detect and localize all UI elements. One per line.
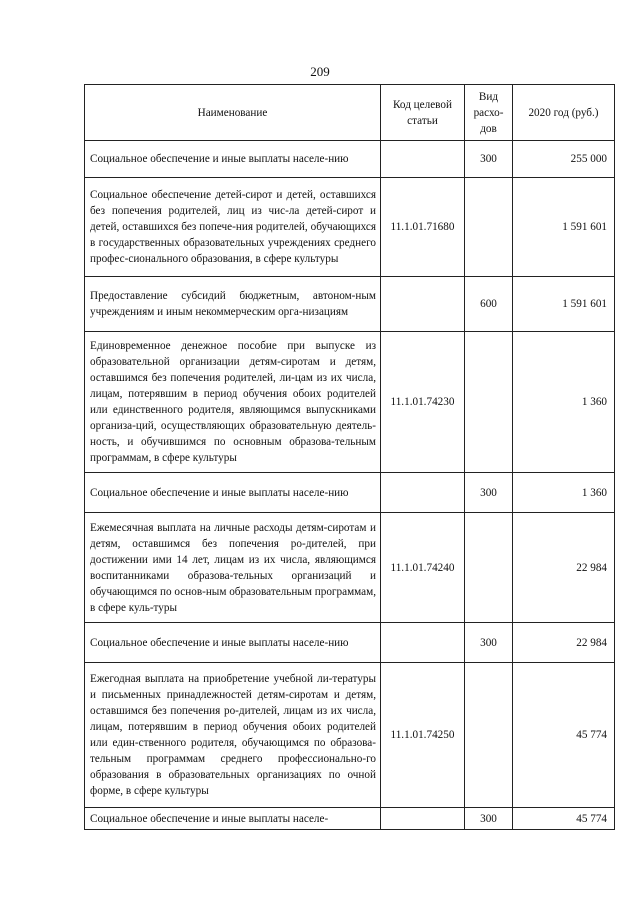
table-row [85,141,615,178]
cell-kind [465,332,513,473]
cell-amount: 45 774 [513,808,615,830]
table-row [85,623,615,663]
cell-kind [465,178,513,277]
cell-kind: 600 [465,277,513,332]
budget-table [84,84,615,830]
header-name: Наименование [85,85,381,141]
cell-code [381,623,465,663]
cell-amount: 22 984 [513,513,615,623]
cell-amount: 1 591 601 [513,277,615,332]
cell-kind: 300 [465,808,513,830]
table-row [85,513,615,623]
cell-amount: 45 774 [513,663,615,808]
cell-code: 11.1.01.71680 [381,178,465,277]
table-row [85,277,615,332]
cell-name: Единовременное денежное пособие при выпуске из образовательной организации детям-сиротам и детям, оставшимся без попечения родителей, ли-цам из их числа, лицам, потерявшим в период обучения обоих родителей или единственного родителя, являющимся выпускниками организа-ций, осуществляющих образовательную деятель-ность, и обучившимся по основным образова-тельным программам, в сфере культуры [85,332,381,473]
cell-code [381,277,465,332]
cell-kind: 300 [465,623,513,663]
cell-amount: 1 591 601 [513,178,615,277]
table-row [85,178,615,277]
cell-kind [465,663,513,808]
cell-amount: 1 360 [513,332,615,473]
cell-code: 11.1.01.74250 [381,663,465,808]
cell-amount: 255 000 [513,141,615,178]
table-row [85,663,615,808]
cell-name: Социальное обеспечение и иные выплаты населе-нию [85,623,381,663]
cell-code [381,141,465,178]
table-row [85,332,615,473]
cell-kind: 300 [465,141,513,178]
cell-name: Социальное обеспечение и иные выплаты населе-нию [85,473,381,513]
cell-name: Социальное обеспечение и иные выплаты населе-нию [85,141,381,178]
header-amount: 2020 год (руб.) [513,85,615,141]
cell-code [381,473,465,513]
header-kind: Вид расхо-дов [465,85,513,141]
cell-name: Социальное обеспечение и иные выплаты населе- [85,808,381,830]
cell-name: Социальное обеспечение детей-сирот и детей, оставшихся без попечения родителей, лиц из чис-ла детей-сирот и детей, оставшихся без попече-ния родителей, обучающихся в государственных образовательных учреждениях среднего профес-сионального образования, в сфере культуры [85,178,381,277]
cell-name: Ежемесячная выплата на личные расходы детям-сиротам и детям, оставшимся без попечения ро-дителей, при достижении ими 14 лет, лицам из их числа, являющимся воспитанниками образова-тельных организаций и обучающимся по основ-ным образовательным программам, в сфере куль-туры [85,513,381,623]
page-number: 209 [310,64,330,79]
header-code: Код целевой статьи [381,85,465,141]
cell-amount: 22 984 [513,623,615,663]
table-row [85,808,615,830]
cell-amount: 1 360 [513,473,615,513]
table-body [85,141,615,830]
cell-name: Предоставление субсидий бюджетным, автоном-ным учреждениям и иным некоммерческим орга-низациям [85,277,381,332]
cell-kind: 300 [465,473,513,513]
cell-name: Ежегодная выплата на приобретение учебной ли-тературы и письменных принадлежностей детям-сиротам и детям, оставшимся без попечения ро-дителей, лицам из их числа, лицам, потерявшим в период обучения обоих родителей или един-ственного родителя, обучающимся по образова-тельным программам среднего профессионально-го образования в образовательных организациях по очной форме, в сфере культуры [85,663,381,808]
cell-code: 11.1.01.74240 [381,513,465,623]
table-header [85,85,615,141]
cell-kind [465,513,513,623]
cell-code: 11.1.01.74230 [381,332,465,473]
table-row [85,473,615,513]
cell-code [381,808,465,830]
